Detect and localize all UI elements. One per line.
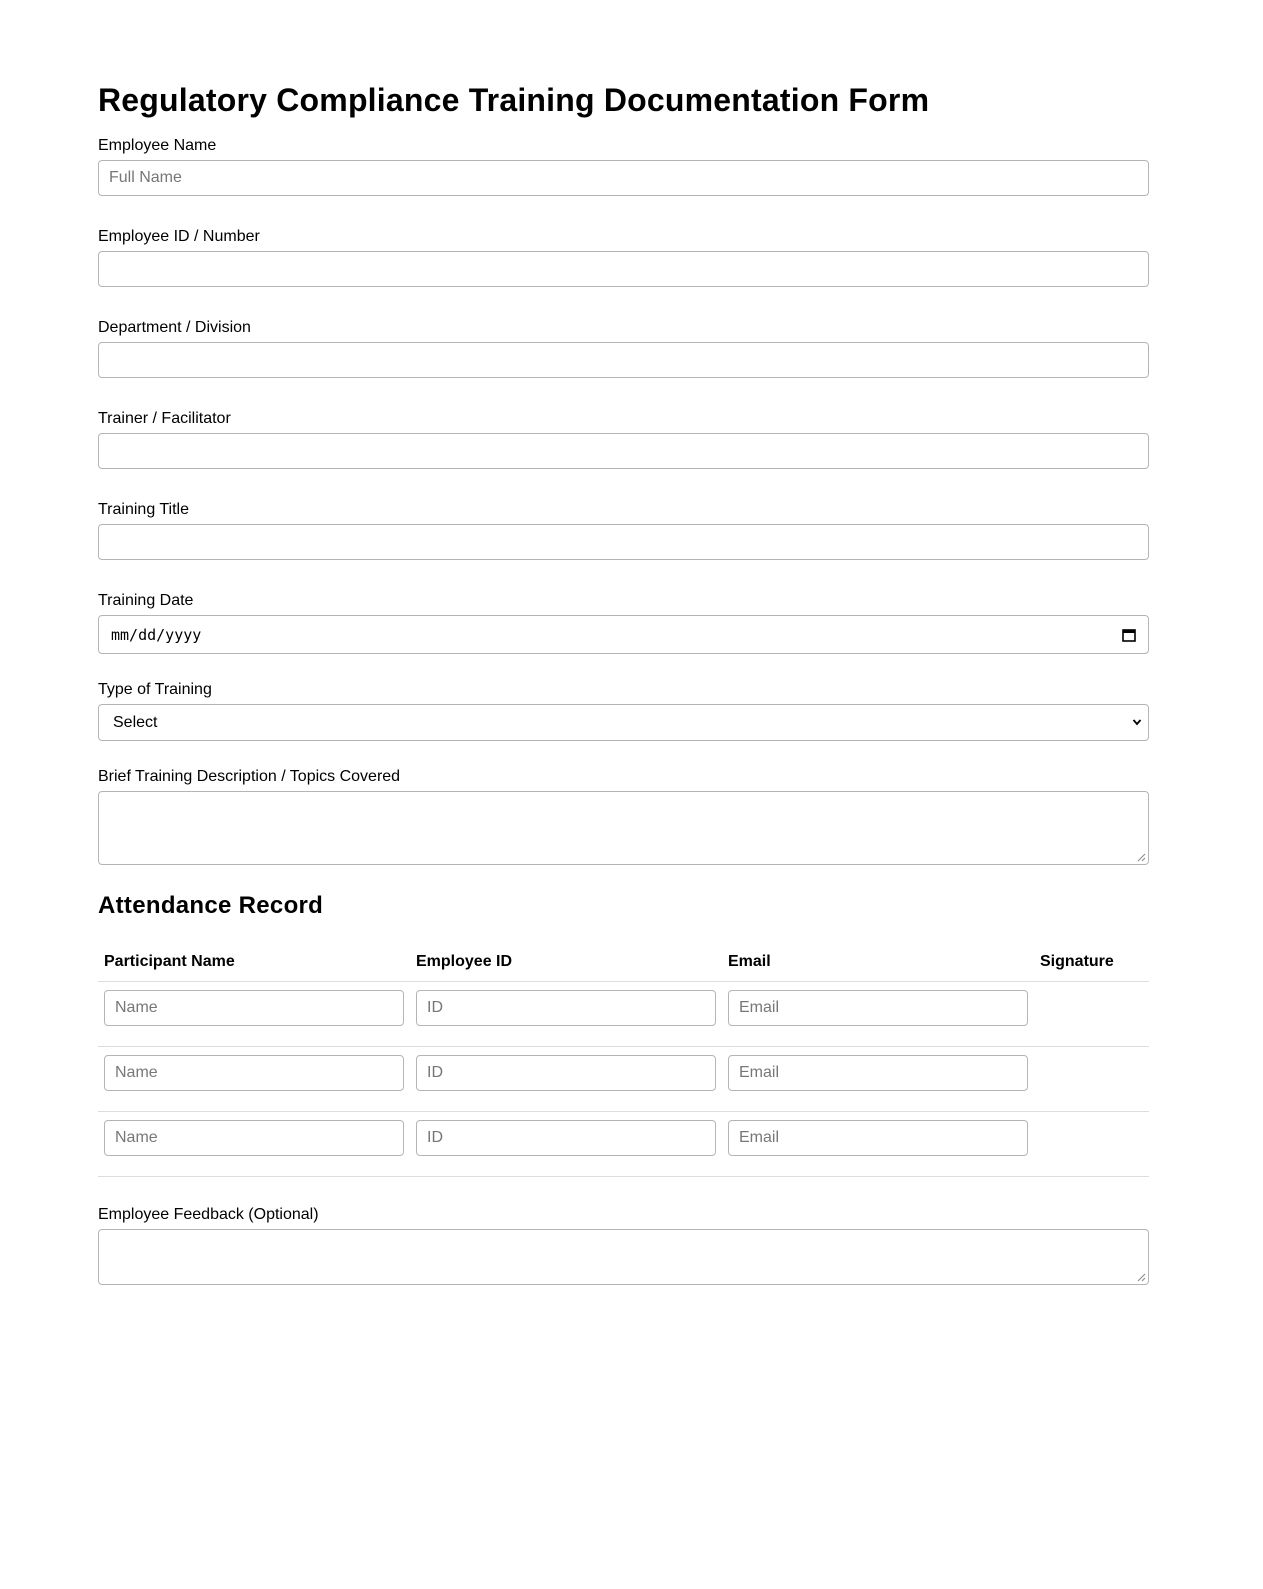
trainer-input[interactable] — [98, 433, 1149, 469]
participant-name-input[interactable] — [104, 1120, 404, 1156]
employee-id-input[interactable] — [98, 251, 1149, 287]
table-row — [98, 981, 1149, 1046]
training-type-label: Type of Training — [98, 681, 212, 698]
participant-id-input[interactable] — [416, 1055, 716, 1091]
signature-cell — [1034, 1046, 1149, 1111]
training-type-field — [98, 680, 1148, 741]
description-field — [98, 767, 1148, 865]
feedback-textarea[interactable] — [98, 1229, 1149, 1285]
participant-name-input[interactable] — [104, 990, 404, 1026]
table-row — [98, 1111, 1149, 1176]
column-header-email: Email — [722, 941, 1034, 981]
training-title-input[interactable] — [98, 524, 1149, 560]
chevron-down-icon — [1132, 714, 1142, 732]
signature-cell — [1034, 1111, 1149, 1176]
column-header-participant-name: Participant Name — [98, 941, 410, 981]
feedback-label: Employee Feedback (Optional) — [98, 1205, 319, 1223]
participant-email-input[interactable] — [728, 1055, 1028, 1091]
employee-id-label: Employee ID / Number — [98, 228, 260, 245]
employee-name-input[interactable] — [98, 160, 1149, 196]
trainer-label: Trainer / Facilitator — [98, 410, 231, 427]
description-textarea[interactable] — [98, 791, 1149, 865]
participant-id-input[interactable] — [416, 990, 716, 1026]
training-title-label: Training Title — [98, 501, 189, 518]
department-input[interactable] — [98, 342, 1149, 378]
feedback-field — [98, 1205, 1148, 1285]
resize-handle-icon[interactable] — [1137, 1273, 1146, 1282]
attendance-heading: Attendance Record — [98, 892, 324, 919]
participant-email-input[interactable] — [728, 1120, 1028, 1156]
training-title-field — [98, 500, 1148, 560]
participant-name-input[interactable] — [104, 1055, 404, 1091]
employee-name-field — [98, 136, 1148, 196]
employee-id-field — [98, 227, 1148, 287]
training-type-select[interactable] — [98, 704, 1149, 741]
department-label: Department / Division — [98, 319, 251, 336]
training-date-input[interactable] — [98, 615, 1149, 654]
training-date-value: mm/dd/yyyy — [111, 625, 202, 644]
employee-name-label: Employee Name — [98, 137, 217, 154]
description-label: Brief Training Description / Topics Covered — [98, 768, 401, 785]
attendance-table — [98, 941, 1149, 1177]
table-row — [98, 1046, 1149, 1111]
training-date-label: Training Date — [98, 592, 194, 609]
calendar-icon[interactable] — [1122, 628, 1136, 642]
resize-handle-icon[interactable] — [1137, 853, 1146, 862]
trainer-field — [98, 409, 1148, 469]
participant-email-input[interactable] — [728, 990, 1028, 1026]
column-header-signature: Signature — [1034, 941, 1149, 981]
signature-cell — [1034, 981, 1149, 1046]
page-title: Regulatory Compliance Training Documentation Form — [98, 82, 930, 118]
attendance-header-row — [98, 941, 1149, 981]
column-header-employee-id: Employee ID — [410, 941, 722, 981]
training-type-selected: Select — [113, 713, 158, 731]
department-field — [98, 318, 1148, 378]
training-date-field — [98, 591, 1148, 654]
participant-id-input[interactable] — [416, 1120, 716, 1156]
